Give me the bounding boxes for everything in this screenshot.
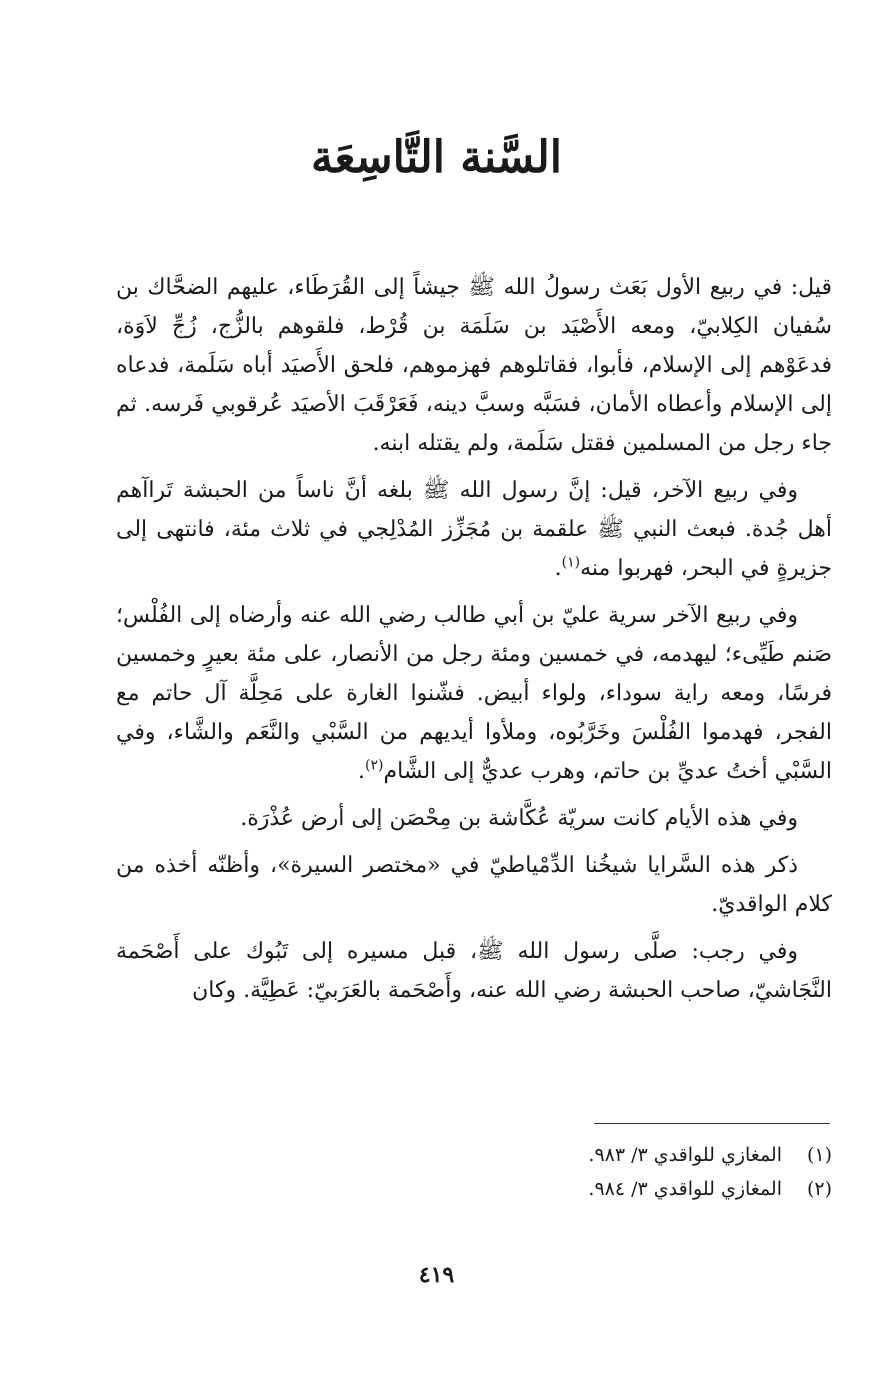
paragraph-text: وفي ربيع الآخر سرية عليّ بن أبي طالب رضي الله عنه وأرضاه إلى الفُلْس؛ صَنم طَيِّىء؛ ليهدمه، في خمسين ومئة رجل من الأنصار، على مئة بعيرٍ وخمسين فرسًا، ومعه راية سوداء، ولواء أبيض. فشّنوا الغارة على مَحِلَّة آل حاتم مع الفجر، فهدموا الفُلْسَ وخَرَّبُوه، وملأوا أيديهم من السَّبْي والنَّعَم والشَّاء، وفي السَّبْي أختُ عديِّ بن حاتم، وهرب عديٌّ إلى الشَّام [116, 603, 832, 784]
paragraph [116, 471, 832, 588]
paragraph [116, 846, 832, 924]
page-title: السَّنة التَّاسِعَة [310, 132, 563, 183]
page-number: ٤١٩ [418, 1262, 455, 1288]
footnote-number: (١) [806, 1144, 832, 1166]
paragraph-text: وفي هذه الأيام كانت سريّة عُكَّاشة بن مِحْصَن إلى أرض عُذْرَة. [240, 806, 798, 831]
paragraph-text: وفي رجب: صلَّى رسول الله ﷺ، قبل مسيره إلى تَبُوك على أَصْحَمة النَّجَاشيّ، صاحب الحبشة رضي الله عنه، وأَصْحَمة بالعَرَبيّ: عَطِيَّة. وكان [116, 939, 832, 1003]
paragraph-text: وفي ربيع الآخر، قيل: إنَّ رسول الله ﷺ بلغه أنَّ ناساً من الحبشة تَراآهم أهل جُدة. فبعث النبي ﷺ علقمة بن مُجَزِّز المُدْلِجي في ثلاث مئة، فانتهى إلى جزيرةٍ في البحر، فهربوا منه [116, 478, 832, 581]
footnote-text: المغازي للواقدي ٣/ ٩٨٤. [588, 1178, 782, 1200]
footnote-ref[interactable]: (٢) [365, 757, 384, 774]
paragraph [116, 799, 832, 838]
footnote-item [400, 1172, 832, 1206]
footnote-number: (٢) [806, 1178, 832, 1200]
paragraph [116, 932, 832, 1010]
paragraph-end: . [358, 759, 366, 784]
footnote-text: المغازي للواقدي ٣/ ٩٨٣. [588, 1144, 782, 1166]
footnotes [400, 1138, 832, 1206]
paragraph-text: ذكر هذه السَّرايا شيخُنا الدِّمْياطيّ في «مختصر السيرة»، وأظنّه أخذه من كلام الواقديّ. [116, 853, 832, 917]
paragraph [116, 596, 832, 791]
paragraph-text: قيل: في ربيع الأول بَعَث رسولُ الله ﷺ جيشاً إلى القُرَطَاء، عليهم الضحَّاك بن سُفيان الكِلابيّ، ومعه الأَصْيَد بن سَلَمَة بن قُرْط، فلقوهم بالزُّج، زُجِّ لاَوَة، فدعَوْهم إلى الإسلام، فأبوا، فقاتلوهم فهزموهم، فلحق الأَصيَد أباه سَلَمة، فدعاه إلى الإسلام وأعطاه الأمان، فسَبَّه وسبَّ دينه، فَعَرْقَبَ الأصيَد عُرقوبي فَرسه. ثم جاء رجل من المسلمين فقتل سَلَمة، ولم يقتله ابنه. [116, 275, 832, 456]
footnote-divider [594, 1123, 830, 1124]
footnote-ref[interactable]: (١) [561, 554, 581, 571]
paragraph [116, 268, 832, 463]
footnote-item [400, 1138, 832, 1172]
main-text [116, 268, 832, 1018]
paragraph-end: . [554, 556, 562, 581]
